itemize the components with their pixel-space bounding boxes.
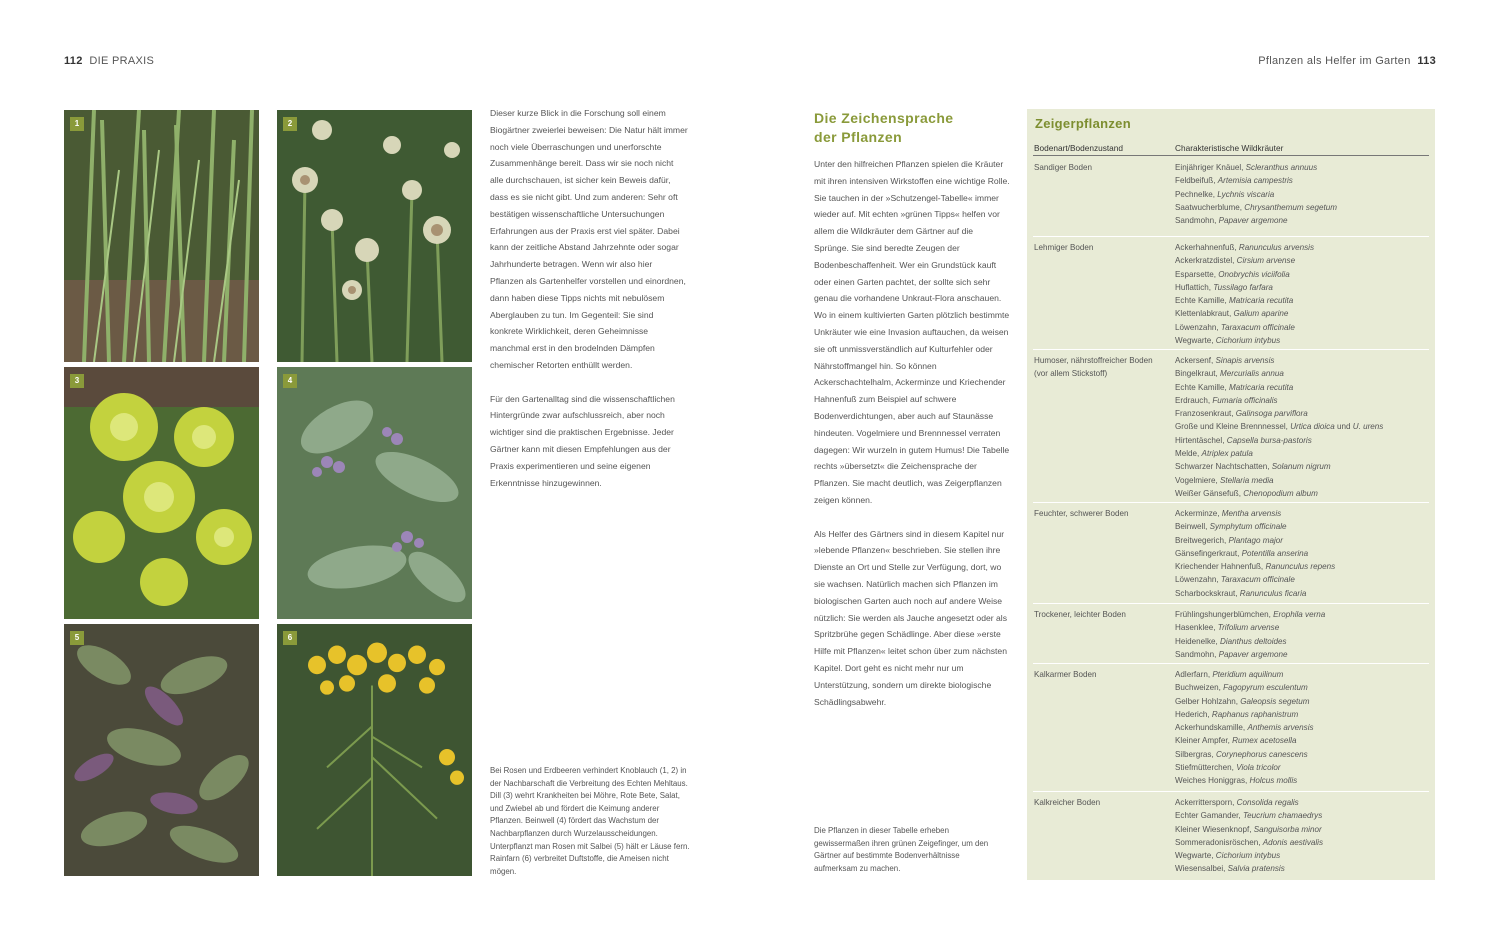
plant-entry: [1175, 608, 1435, 621]
photo-number-badge: 5: [70, 631, 84, 645]
plant-latin-name: Cichorium intybus: [1215, 851, 1281, 861]
plant-latin-name: Galinsoga parviflora: [1235, 409, 1308, 419]
plant-latin-name: Symphytum officinale: [1209, 522, 1287, 532]
plant-latin-name: Papaver argemone: [1218, 216, 1288, 226]
plant-entry: [1175, 294, 1435, 307]
plant-latin-name: Artemisia campestris: [1217, 176, 1293, 186]
plant-common-name: Vogelmiere,: [1175, 475, 1220, 485]
plant-common-name: Feldbeifuß,: [1175, 176, 1218, 186]
plant-latin-name: Cirsium arvense: [1236, 256, 1296, 266]
column-header-plants: Charakteristische Wildkräuter: [1175, 143, 1284, 153]
left-text-column: [490, 105, 688, 508]
header-rule: [1033, 155, 1429, 156]
plant-latin-name: Onobrychis viciifolia: [1218, 269, 1290, 279]
body-paragraph: Als Helfer des Gärtners sind in diesem Kapitel nur »lebende Pflanzen« beschrieben. Sie stellen ihre Dienste an Ort und Stelle zur Verfügung, dort, wo sie wachsen. Natürlich machen sich Pflanzen im biologischen Garten auch noch auf andere Weise nützlich: Sie werden als Jauche angesetzt oder als Spritzbrühe gegen Schädlinge. Aber diese »erste Hilfe mit Pflanzen« leitet schon über zum nächsten Kapitel. Dort geht es nicht mehr nur um Unterstützung, sondern um direkte biologische Schädlingsabwehr.: [814, 528, 1007, 707]
plant-latin-name: Chenopodium album: [1243, 488, 1318, 498]
plant-common-name: Wegwarte,: [1175, 851, 1216, 861]
plant-entry: [1175, 748, 1435, 761]
plant-entry: [1175, 836, 1435, 849]
plant-entry: [1175, 796, 1435, 809]
plant-common-name: Kriechender Hahnenfuß,: [1175, 562, 1266, 572]
plant-entry: [1175, 354, 1435, 367]
plant-common-name: Wiesensalbei,: [1175, 864, 1228, 874]
plant-common-name: Löwenzahn,: [1175, 575, 1221, 585]
plant-latin-name: Chrysanthemum segetum: [1244, 202, 1337, 212]
plant-latin-name: Trifolium arvense: [1217, 623, 1280, 633]
plant-common-name: Hasenklee,: [1175, 623, 1218, 633]
plant-common-name: Weißer Gänsefuß,: [1175, 488, 1244, 498]
photo-caption: Bei Rosen und Erdbeeren verhindert Knoblauch (1, 2) in der Nachbarschaft die Verbreitung des Echten Mehltaus. Dill (3) wehrt Krankheiten bei Möhre, Rote Bete, Salat, und Zwiebel ab und fördert die Keimung anderer Pflanzen. Beinwell (4) fördert das Wachstum der Nachbarpflanzen durch Wurzelausscheidungen. Unterpflanzt man Rosen mit Salbei (5) hält er Läuse fern. Rainfarn (6) verbreitet Duftstoffe, die Ameisen nicht mögen.: [490, 766, 690, 876]
plant-latin-name: Sanguisorba minor: [1253, 824, 1322, 834]
table-caption: Die Pflanzen in dieser Tabelle erheben gewissermaßen ihren grünen Zeigefinger, um den Gärtner auf bestimmte Bodenverhältnisse aufmerksam zu machen.: [814, 826, 989, 873]
plant-latin-name: Plantago major: [1228, 535, 1283, 545]
plant-latin-name: Solanum nigrum: [1271, 462, 1331, 472]
table-row: [1033, 502, 1429, 603]
plant-latin-name: Dianthus deltoides: [1220, 636, 1287, 646]
table-row: [1033, 603, 1429, 663]
right-page-number: 113: [1417, 55, 1436, 67]
soil-type-cell: Kalkreicher Boden: [1034, 798, 1101, 807]
plant-common-name: Ackerhundskamille,: [1175, 723, 1248, 733]
photo-dill: [64, 367, 259, 619]
plant-entry: [1175, 621, 1435, 634]
photo-tansy: [277, 624, 472, 876]
plant-common-name: Sommeradonisröschen,: [1175, 837, 1263, 847]
plant-common-name: Kleiner Ampfer,: [1175, 736, 1233, 746]
plant-latin-name: Atriplex patula: [1201, 449, 1253, 459]
plant-entry: [1175, 809, 1435, 822]
plant-latin-name: Consolida regalis: [1236, 798, 1299, 807]
plants-cell: [1175, 608, 1435, 661]
soil-type-cell: Lehmiger Boden: [1034, 243, 1094, 252]
plant-common-name: Gelber Hohlzahn,: [1175, 696, 1241, 706]
plant-common-name: Erdrauch,: [1175, 395, 1213, 405]
plant-common-name: Große und Kleine Brennnessel,: [1175, 422, 1291, 432]
plant-entry: [1175, 774, 1435, 787]
plant-latin-name: Mentha arvensis: [1221, 509, 1282, 518]
plant-entry: [1175, 188, 1435, 201]
plant-common-name: Ackerhahnenfuß,: [1175, 243, 1239, 252]
plant-entry: [1175, 161, 1435, 174]
right-header-title: Pflanzen als Helfer im Garten: [1258, 55, 1411, 67]
table-row: [1033, 157, 1429, 236]
plant-entry: [1175, 547, 1435, 560]
indicator-plants-table: [1027, 109, 1435, 880]
plant-entry: [1175, 268, 1435, 281]
plant-common-name: Sandmohn,: [1175, 216, 1219, 226]
plant-common-name: Echte Kamille,: [1175, 382, 1229, 392]
photo-sage: [64, 624, 259, 876]
plant-common-name: Gänsefingerkraut,: [1175, 548, 1242, 558]
plant-latin-name: Capsella bursa-pastoris: [1226, 435, 1312, 445]
plant-entry: [1175, 648, 1435, 661]
body-paragraph: Für den Gartenalltag sind die wissenschaftlichen Hintergründe zwar aufschlussreich, aber noch wichtiger sind die praktischen Ergebnisse. Jeder Gärtner kann mit diesen Empfehlungen aus der Praxis experimentieren und seine eigenen Erkenntnisse hinzugewinnen.: [490, 393, 675, 488]
plant-latin-name: Matricaria recutita: [1228, 382, 1294, 392]
left-page-number: 112: [64, 55, 83, 67]
plant-latin-name: Papaver argemone: [1218, 649, 1288, 659]
plant-latin-name: Viola tricolor: [1236, 763, 1281, 773]
plant-latin-name: Ranunculus repens: [1265, 562, 1336, 572]
plant-common-name: Echter Gamander,: [1175, 811, 1243, 821]
photo-allium: [277, 110, 472, 362]
plant-common-name: Bingelkraut,: [1175, 369, 1220, 379]
plant-entry: [1175, 381, 1435, 394]
body-paragraph: Dieser kurze Blick in die Forschung soll einem Biogärtner zweierlei beweisen: Die Natur hält immer noch viele Überraschungen und unerforschte Zusammenhänge bereit. Dass wir sie noch nicht alle durchschauen, ist sicher kein Beweis dafür, dass es sie nicht gibt. Und zum anderen: Sehr oft bestätigen wissenschaftliche Untersuchungen Erfahrungen aus der Praxis erst viel später. Dabei kann der zeitliche Abstand Jahrzehnte oder sogar Jahrhunderte betragen. Wenn wir also hier Pflanzen als Gartenhelfer vorstellen und einordnen, dann haben diese Tipps nichts mit nebulösem Aberglauben zu tun. Im Gegenteil: Sie sind konkrete Wirklichkeit, deren Geheimnisse manchmal erst in den brodelnden Dämpfen chemischer Retorten enthüllt werden.: [490, 108, 688, 370]
plant-entry: [1175, 560, 1435, 573]
plant-entry: [1175, 635, 1435, 648]
plant-latin-name: Adonis aestivalis: [1262, 837, 1324, 847]
photo-number-badge: 4: [283, 374, 297, 388]
plant-entry: [1175, 708, 1435, 721]
plant-latin-name: Galium aparine: [1233, 309, 1289, 319]
plant-entry: [1175, 407, 1435, 420]
plant-latin-name: Taraxacum officinale: [1220, 575, 1295, 585]
plant-common-name: Melde,: [1175, 449, 1202, 459]
plant-latin-name: Anthemis arvensis: [1247, 723, 1314, 733]
plant-entry: [1175, 434, 1435, 447]
plant-common-name: Ackerkratzdistel,: [1175, 256, 1237, 266]
plants-cell: [1175, 796, 1435, 876]
plant-entry: [1175, 520, 1435, 533]
plant-entry: [1175, 201, 1435, 214]
plant-latin-name: Corynephorus canescens: [1215, 749, 1308, 759]
soil-type-cell: Trockener, leichter Boden: [1034, 610, 1126, 619]
plant-latin-name: Cichorium intybus: [1215, 336, 1281, 346]
plant-latin-name: Tussilago farfara: [1213, 282, 1273, 292]
plant-entry: [1175, 174, 1435, 187]
allium-flowers-photo-icon: [277, 110, 472, 362]
plant-common-name: Stiefmütterchen,: [1175, 763, 1237, 773]
plant-entry: [1175, 474, 1435, 487]
plant-common-name: Kleiner Wiesenknopf,: [1175, 824, 1254, 834]
plant-common-name: Franzosenkraut,: [1175, 409, 1236, 419]
plant-entry: [1175, 507, 1435, 520]
plant-common-name: Buchweizen,: [1175, 683, 1224, 693]
plant-latin-name: Galeopsis segetum: [1240, 696, 1310, 706]
plant-latin-name: Ranunculus arvensis: [1238, 243, 1315, 252]
plants-cell: [1175, 354, 1435, 500]
plant-common-name: Weiches Honiggras,: [1175, 776, 1250, 786]
photo-number-badge: 1: [70, 117, 84, 131]
plant-entry: [1175, 534, 1435, 547]
plant-common-name: Wegwarte,: [1175, 336, 1216, 346]
plant-latin-name: Urtica dioica: [1290, 422, 1335, 432]
plant-entry: [1175, 681, 1435, 694]
plant-common-name: Schwarzer Nachtschatten,: [1175, 462, 1272, 472]
comfrey-flowers-photo-icon: [277, 367, 472, 619]
soil-type-cell: Kalkarmer Boden: [1034, 670, 1097, 679]
plant-entry: [1175, 695, 1435, 708]
plant-entry: [1175, 668, 1435, 681]
photo-number-badge: 3: [70, 374, 84, 388]
plant-common-name: Frühlingshungerblümchen,: [1175, 610, 1274, 619]
plant-entry: [1175, 734, 1435, 747]
plant-entry: [1175, 849, 1435, 862]
plant-latin-name: Raphanus raphanistrum: [1211, 709, 1299, 719]
table-row: [1033, 663, 1429, 791]
plant-common-name: Heidenelke,: [1175, 636, 1220, 646]
plant-entry: [1175, 447, 1435, 460]
plant-entry: [1175, 214, 1435, 227]
plant-entry: [1175, 761, 1435, 774]
plant-latin-name: Erophila verna: [1273, 610, 1326, 619]
plant-entry: [1175, 587, 1435, 600]
plant-entry: [1175, 420, 1435, 433]
plant-common-name: Klettenlabkraut,: [1175, 309, 1234, 319]
plant-common-name: Ackerrittersporn,: [1175, 798, 1237, 807]
soil-type-cell: Feuchter, schwerer Boden: [1034, 509, 1129, 518]
plant-latin-name: Potentilla anserina: [1241, 548, 1309, 558]
photo-number-badge: 6: [283, 631, 297, 645]
plant-latin-name: Scleranthus annuus: [1245, 163, 1318, 172]
plant-latin-name: Stellaria media: [1220, 475, 1274, 485]
plant-entry: [1175, 321, 1435, 334]
right-text-column: [814, 156, 1010, 727]
plant-entry: [1175, 460, 1435, 473]
plant-latin-name: Mercurialis annua: [1220, 369, 1284, 379]
plant-entry: [1175, 254, 1435, 267]
plant-latin-name: Teucrium chamaedrys: [1242, 811, 1323, 821]
plant-entry: [1175, 573, 1435, 586]
plant-common-name: Esparsette,: [1175, 269, 1219, 279]
plant-entry: [1175, 334, 1435, 347]
plants-cell: [1175, 507, 1435, 600]
photo-garlic: [64, 110, 259, 362]
plant-entry: [1175, 487, 1435, 500]
plant-latin-name: Salvia pratensis: [1227, 864, 1285, 874]
section-title-line: Die Zeichensprache: [814, 110, 954, 126]
section-title: [814, 109, 953, 147]
plant-latin-name: Fumaria officinalis: [1212, 395, 1278, 405]
plant-entry: [1175, 307, 1435, 320]
photo-number-badge: 2: [283, 117, 297, 131]
table-row: [1033, 349, 1429, 502]
column-header-soil: Bodenart/Bodenzustand: [1034, 143, 1124, 153]
photo-comfrey: [277, 367, 472, 619]
dill-umbels-photo-icon: [64, 367, 259, 619]
plant-common-name: Adlerfarn,: [1175, 670, 1213, 679]
plant-common-name: Silbergras,: [1175, 749, 1216, 759]
plant-common-name: Echte Kamille,: [1175, 296, 1229, 306]
plant-latin-name: Taraxacum officinale: [1220, 322, 1295, 332]
plants-cell: [1175, 241, 1435, 347]
plant-latin-name: Lychnis viscaria: [1217, 189, 1275, 199]
table-row: [1033, 236, 1429, 349]
plant-entry: [1175, 721, 1435, 734]
plant-common-name: und: [1334, 422, 1353, 432]
body-paragraph: Unter den hilfreichen Pflanzen spielen die Kräuter mit ihren intensiven Wirkstoffen eine wichtige Rolle. Sie tauchen in der »Schutzengel-Tabelle« immer wieder auf. Mit echten »grünen Tipps« helfen vor allem die Wildkräuter dem Gärtner auf die Sprünge. Sie sind beredte Zeugen der Bodenbeschaffenheit. Wer ein Grundstück kauft oder einen Garten pachtet, der sollte sich sehr genau die vorhandene Unkraut-Flora anschauen. Wo in einem kultivierten Garten plötzlich bestimmte Unkräuter wie eine Invasion auftauchen, da weisen sie oft unmissverständlich auf Kulturfehler oder Nährstoffmangel hin. So können Ackerschachtelhalm, Ackerminze und Kriechender Hahnenfuß zum Beispiel auf schwere Bodenverdichtungen, aber auch auf Staunässe hindeuten. Vogelmiere und Brennnessel verraten dagegen: Wir wurzeln in gutem Humus! Die Tabelle rechts »übersetzt« die Zeichensprache der Pflanzen. Sie macht deutlich, was Zeigerpflanzen zeigen können.: [814, 159, 1010, 505]
plant-entry: [1175, 862, 1435, 875]
plant-common-name: Sandmohn,: [1175, 649, 1219, 659]
left-running-header: [64, 55, 154, 67]
plant-entry: [1175, 281, 1435, 294]
plant-latin-name: Holcus mollis: [1249, 776, 1298, 786]
table-row: [1033, 791, 1429, 880]
plant-latin-name: Sinapis arvensis: [1215, 356, 1275, 365]
plant-common-name: Huflattich,: [1175, 282, 1214, 292]
plant-common-name: Breitwegerich,: [1175, 535, 1229, 545]
plant-common-name: Hederich,: [1175, 709, 1212, 719]
left-header-title: DIE PRAXIS: [89, 55, 155, 67]
plant-common-name: Scharbockskraut,: [1175, 588, 1240, 598]
right-running-header: [1258, 55, 1436, 67]
garlic-plants-photo-icon: [64, 110, 259, 362]
plant-common-name: Saatwucherblume,: [1175, 202, 1245, 212]
plant-entry: [1175, 394, 1435, 407]
plant-common-name: Pechnelke,: [1175, 189, 1218, 199]
plants-cell: [1175, 668, 1435, 788]
plant-latin-name: Rumex acetosella: [1232, 736, 1297, 746]
plant-common-name: Ackersenf,: [1175, 356, 1216, 365]
tansy-flowers-photo-icon: [277, 624, 472, 876]
plant-common-name: Löwenzahn,: [1175, 322, 1221, 332]
plant-latin-name: Pteridium aquilinum: [1212, 670, 1284, 679]
soil-type-cell: Humoser, nährstoffreicher Boden (vor allem Stickstoff): [1034, 356, 1153, 379]
plant-latin-name: Matricaria recutita: [1228, 296, 1294, 306]
sage-leaves-photo-icon: [64, 624, 259, 876]
section-title-line: der Pflanzen: [814, 129, 903, 145]
plant-entry: [1175, 823, 1435, 836]
plant-common-name: Einjähriger Knäuel,: [1175, 163, 1246, 172]
plant-entry: [1175, 241, 1435, 254]
plant-common-name: Ackerminze,: [1175, 509, 1222, 518]
plants-cell: [1175, 161, 1435, 227]
plant-common-name: Beinwell,: [1175, 522, 1210, 532]
plant-common-name: Hirtentäschel,: [1175, 435, 1227, 445]
plant-latin-name: Ranunculus ficaria: [1239, 588, 1307, 598]
plant-latin-name: U. urens: [1352, 422, 1384, 432]
plant-entry: [1175, 367, 1435, 380]
table-title: Zeigerpflanzen: [1035, 116, 1131, 131]
plant-latin-name: Fagopyrum esculentum: [1223, 683, 1308, 693]
soil-type-cell: Sandiger Boden: [1034, 163, 1093, 172]
